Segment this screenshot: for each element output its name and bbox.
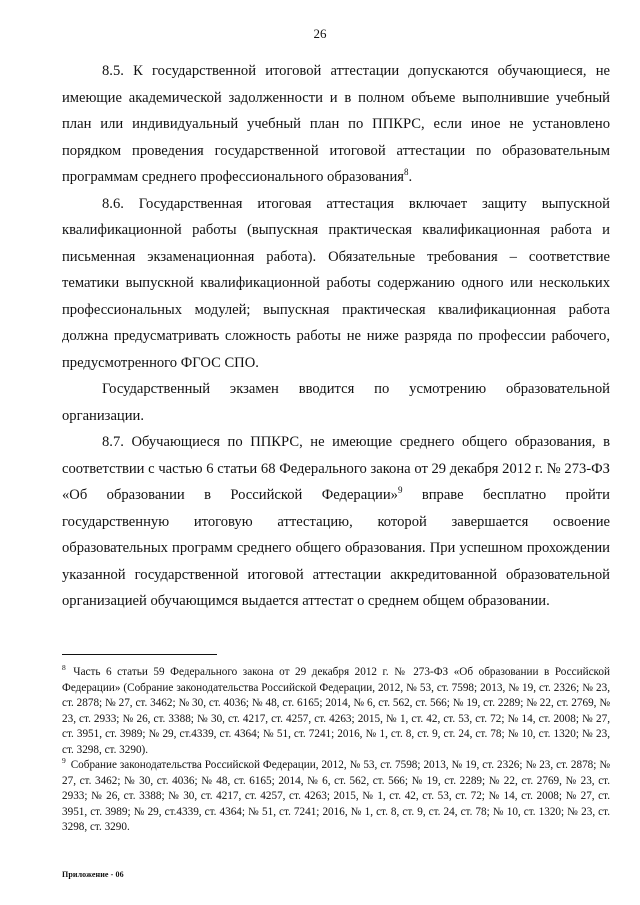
page-number: 26	[313, 26, 327, 41]
paragraph-text-tail: вправе бесплатно пройти государственную итоговую аттестацию, которой завершается освоение образовательных программ среднего общего образования. При успешном прохождении указанной государственной итоговой аттестации аккредитованной образовательной организацией обучающимся выдается аттестат о среднем общем образовании.	[62, 487, 610, 609]
footnote-mark: 8	[62, 663, 66, 673]
footnote-ref[interactable]: 8	[404, 167, 409, 178]
footnote-ref[interactable]: 9	[397, 485, 403, 496]
footnote-text: Часть 6 статьи 59 Федерального закона от 29 декабря 2012 г. № 273-ФЗ «Об образовании в Российской Федерации» (Собрание законодательства Российской Федерации, 2012, № 53, ст. 7598; 2013, № 19, ст. 2326; № 23, ст. 2878; № 27, ст. 3462; № 30, ст. 4036; № 48, ст. 6165; 2014, № 6, ст. 562, ст. 566; № 19, ст. 2289; № 22, ст. 2769, № 23, ст. 2933; № 26, ст. 3388; № 30, ст. 4217, ст. 4257, ст. 4263; 2015, № 1, ст. 42, ст. 53, ст. 72; № 14, ст. 2008; № 27, ст. 3951, ст. 3989; № 29, ст.4339, ст. 4364; № 51, ст. 7241; 2016, № 1, ст. 8, ст. 9, ст. 24, ст. 78; № 10, ст. 1320; № 23, ст. 3298, ст. 3290).	[62, 666, 610, 756]
paragraph-text: 8.5. К государственной итоговой аттестации допускаются обучающиеся, не имеющие академической задолженности и в полном объеме выполнившие учебный план или индивидуальный учебный план по ППКРС, если иное не установлено порядком проведения государственной итоговой аттестации по образовательным программам среднего профессионального образования	[62, 63, 610, 185]
footnotes	[62, 654, 610, 836]
footnote-text: Собрание законодательства Российской Федерации, 2012, № 53, ст. 7598; 2013, № 19, ст. 2326; № 23, ст. 2878; № 27, ст. 3462; № 30, ст. 4036; № 48, ст. 6165; 2014, № 6, ст. 562, ст. 566; № 19, ст. 2289; № 22, ст. 2769, № 23, ст. 2933; № 26, ст. 3388; № 30, ст. 4217, ст. 4257, ст. 4263; 2015, № 1, ст. 42, ст. 53, ст. 72; № 14, ст. 2008; № 27, ст. 3951, ст. 3989; № 29, ст.4339, ст. 4364; № 51, ст. 7241; 2016, № 1, ст. 8, ст. 9, ст. 24, ст. 78; № 10, ст. 1320; № 23, ст. 3298, ст. 3290.	[62, 759, 610, 833]
paragraph-8-6: 8.6. Государственная итоговая аттестация включает защиту выпускной квалификационной работы (выпускная практическая квалификационная работа и письменная экзаменационная работа). Обязательные требования – соответствие тематики выпускной квалификационной работы содержанию одного или нескольких профессиональных модулей; выпускная практическая квалификационная работа должна предусматривать сложность работы не ниже разряда по профессии рабочего, предусмотренного ФГОС СПО.	[62, 195, 610, 371]
footnote-9	[62, 758, 610, 836]
paragraph-state-exam: Государственный экзамен вводится по усмотрению образовательной организации.	[62, 381, 610, 424]
footnote-divider	[62, 654, 217, 655]
paragraph-text: 8.7. Обучающиеся по ППКРС, не имеющие среднего общего образования, в соответствии с частью 6 статьи 68 Федерального закона от 29 декабря 2012 г. № 273-ФЗ «Об образовании в Российской Федерации»	[62, 434, 610, 503]
paragraph-8-5	[62, 58, 610, 191]
body-text	[62, 58, 610, 615]
paragraph-text-tail: .	[408, 169, 413, 185]
footnote-mark: 9	[62, 756, 66, 766]
footnote-8	[62, 665, 610, 758]
paragraph-8-7	[62, 429, 610, 615]
page-footer: Приложение - 06	[62, 870, 124, 879]
